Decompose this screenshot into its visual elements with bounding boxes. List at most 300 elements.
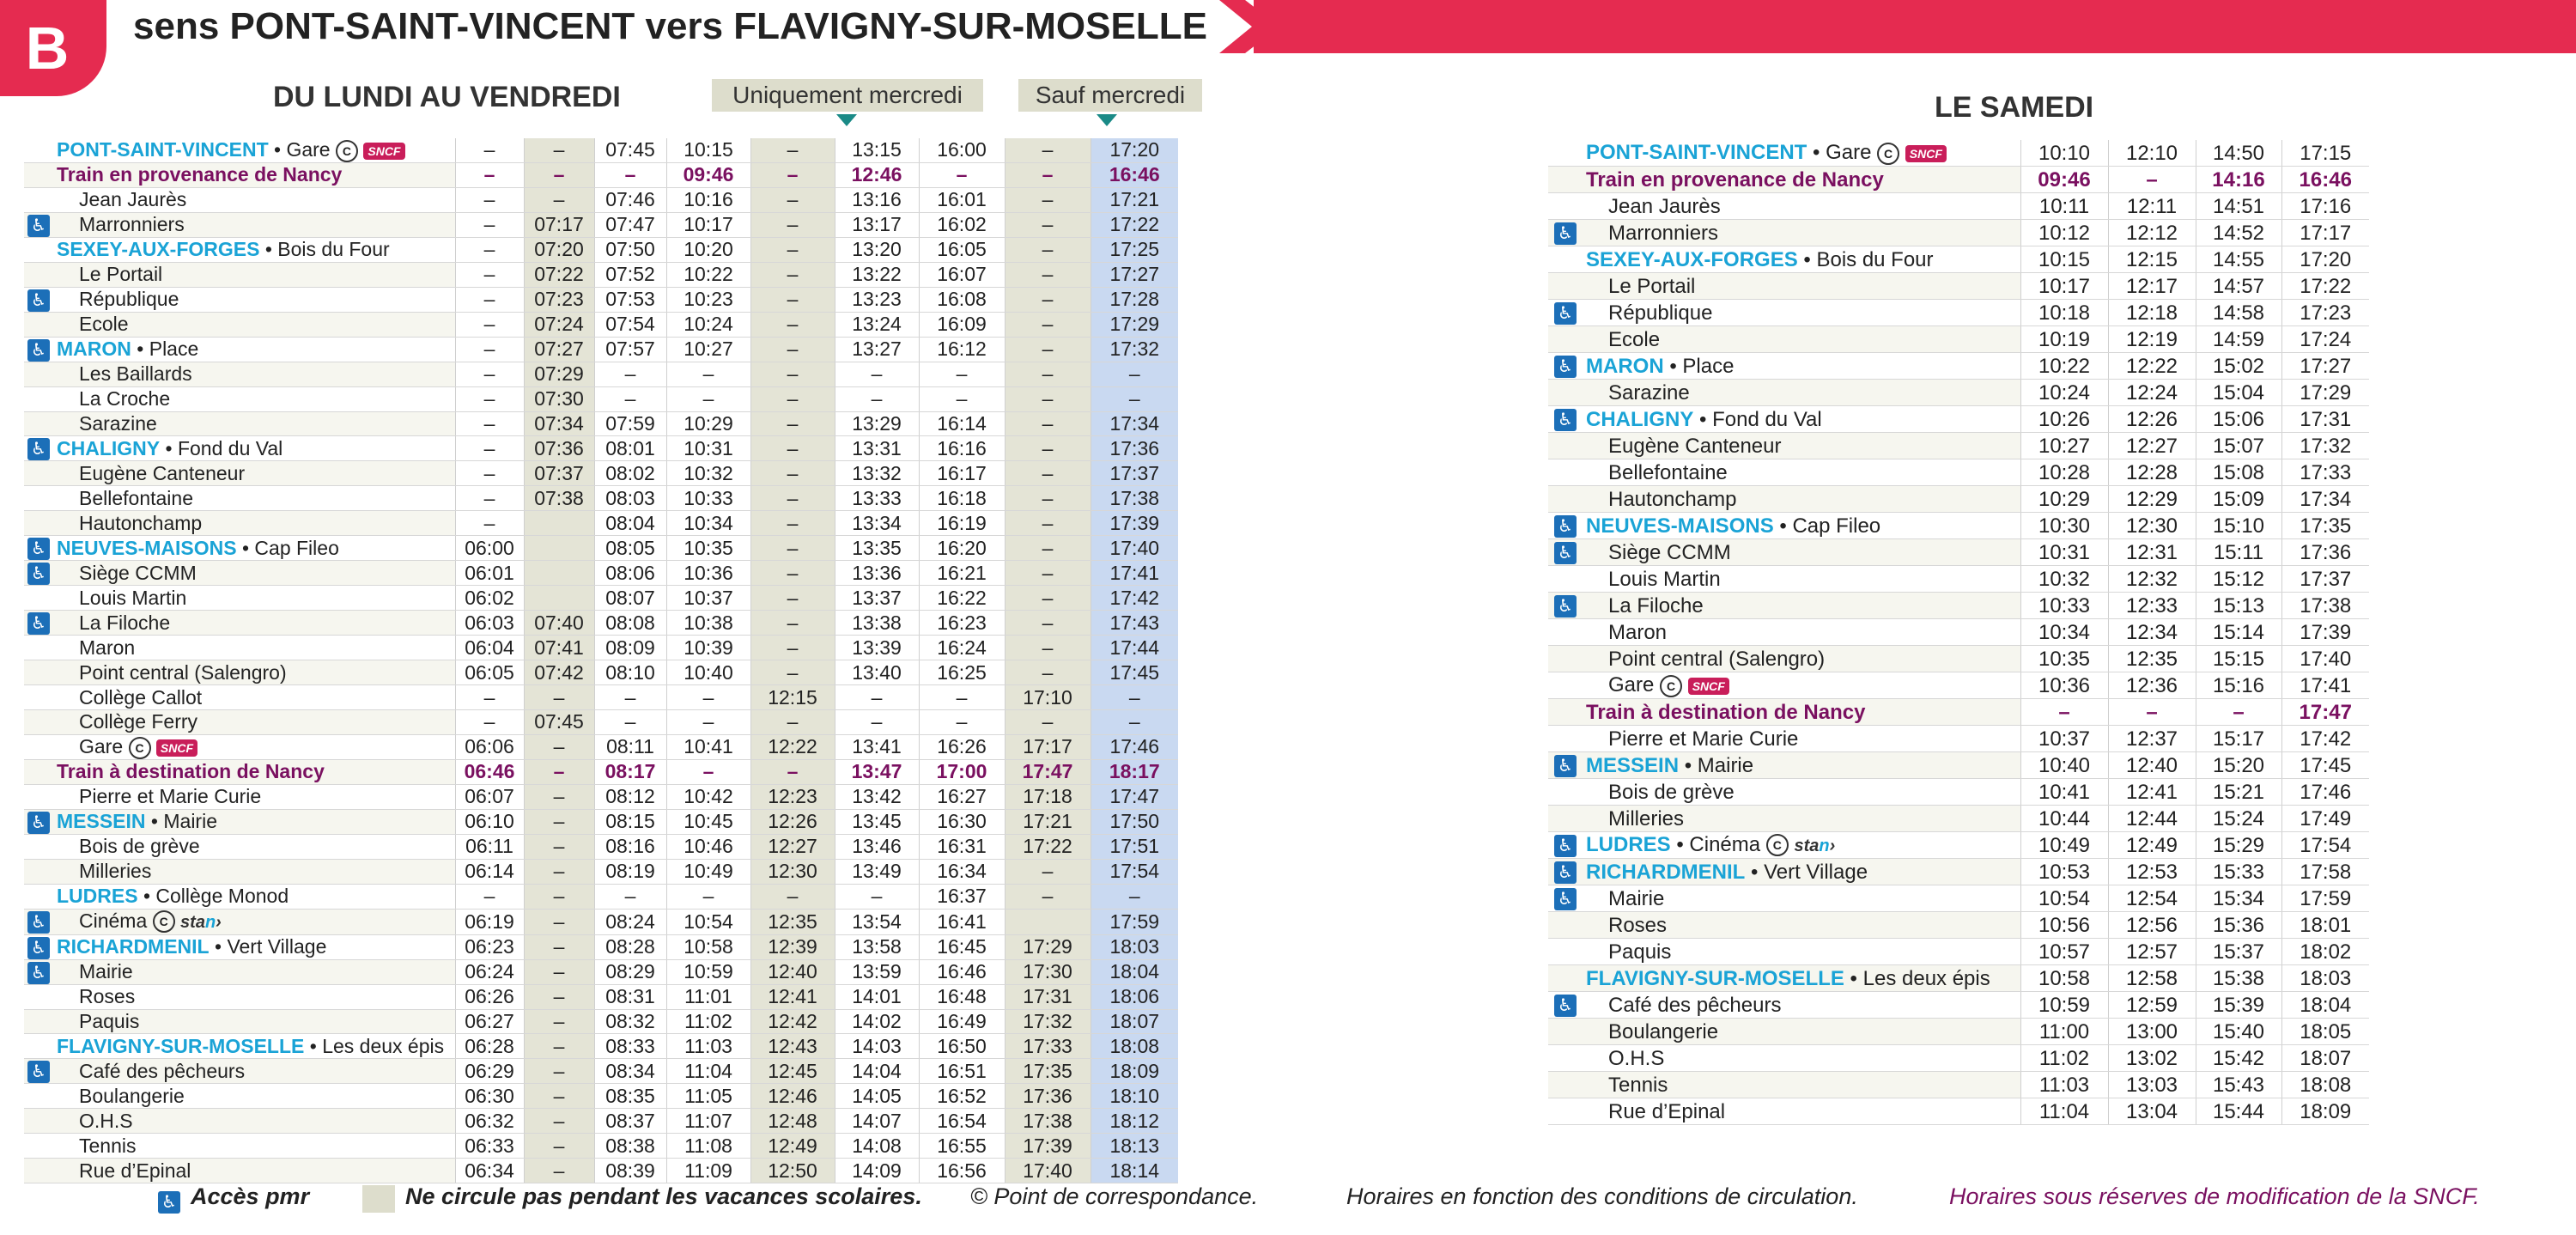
time-cell: 11:00 <box>2020 1019 2108 1045</box>
time-cell: 12:57 <box>2108 939 2196 965</box>
table-row <box>24 984 1178 1009</box>
time-cell: – <box>524 934 594 959</box>
stop-name-cell <box>1583 433 2020 459</box>
time-cell: 10:54 <box>2020 885 2108 912</box>
stop-name-cell <box>53 237 455 262</box>
stop-name-cell <box>53 1034 455 1059</box>
stop-name: Paquis <box>1608 940 1672 964</box>
accessibility-cell <box>24 759 53 784</box>
time-cell: 10:10 <box>2020 140 2108 167</box>
time-cell: 16:25 <box>919 660 1005 685</box>
time-cell: 10:30 <box>2020 513 2108 539</box>
time-cell: 13:47 <box>835 759 919 784</box>
time-cell: 08:15 <box>594 809 666 834</box>
time-cell: – <box>750 660 835 685</box>
time-cell: 16:46 <box>919 959 1005 984</box>
time-cell: – <box>1091 685 1178 710</box>
time-cell: – <box>455 212 524 237</box>
time-cell: 16:41 <box>919 909 1005 934</box>
table-row <box>24 486 1178 511</box>
time-cell: 15:08 <box>2196 459 2281 486</box>
stop-name: Jean Jaurès <box>1608 194 1721 218</box>
stop-name-cell <box>1583 699 2020 726</box>
time-cell: 11:09 <box>666 1159 750 1183</box>
time-cell: 10:37 <box>2020 726 2108 752</box>
time-cell: 15:07 <box>2196 433 2281 459</box>
stop-name-cell <box>53 436 455 461</box>
accessibility-cell <box>24 784 53 809</box>
stop-name-cell <box>1583 273 2020 300</box>
time-cell: 07:53 <box>594 287 666 312</box>
time-cell: 16:20 <box>919 536 1005 561</box>
table-row <box>24 511 1178 536</box>
stop-name: Roses <box>79 985 136 1008</box>
time-cell: 15:43 <box>2196 1072 2281 1098</box>
time-cell: – <box>1091 710 1178 735</box>
time-cell: 17:34 <box>2281 486 2369 513</box>
time-cell: 18:09 <box>2281 1098 2369 1125</box>
time-cell: 10:41 <box>2020 779 2108 806</box>
stop-name: Milleries <box>79 860 152 883</box>
stop-name-cell <box>53 561 455 586</box>
time-cell: – <box>524 1159 594 1183</box>
time-cell: 18:07 <box>2281 1045 2369 1072</box>
time-cell: 10:15 <box>666 138 750 162</box>
time-cell: – <box>666 362 750 386</box>
table-row <box>1548 646 2369 672</box>
time-cell: – <box>1005 212 1091 237</box>
accessibility-cell <box>24 959 53 984</box>
time-cell: 10:29 <box>2020 486 2108 513</box>
table-row <box>1548 593 2369 619</box>
correspondence-icon: C <box>336 140 358 162</box>
time-cell: 16:50 <box>919 1034 1005 1059</box>
time-cell: 14:59 <box>2196 326 2281 353</box>
stop-name-cell <box>1583 513 2020 539</box>
time-cell: 08:31 <box>594 984 666 1009</box>
time-cell: 16:17 <box>919 461 1005 486</box>
wheelchair-icon: ♿ <box>1554 515 1577 538</box>
time-cell: 13:20 <box>835 237 919 262</box>
stop-name: Jean Jaurès <box>79 188 187 211</box>
stop-name-cell <box>53 984 455 1009</box>
wheelchair-icon: ♿ <box>1554 409 1577 431</box>
accessibility-cell <box>1548 246 1583 273</box>
time-cell: 08:12 <box>594 784 666 809</box>
time-cell: 14:07 <box>835 1109 919 1134</box>
stop-name-cell <box>53 759 455 784</box>
stop-name-cell <box>1583 646 2020 672</box>
time-cell: 10:38 <box>666 611 750 636</box>
time-cell: 13:24 <box>835 312 919 337</box>
stop-name: Siège CCMM <box>1608 540 1731 564</box>
time-cell: 15:17 <box>2196 726 2281 752</box>
time-cell: 12:49 <box>2108 832 2196 859</box>
time-cell: 08:05 <box>594 536 666 561</box>
stop-name-cell <box>1583 300 2020 326</box>
time-cell: 10:58 <box>666 934 750 959</box>
time-cell: 15:11 <box>2196 539 2281 566</box>
time-cell: 12:37 <box>2108 726 2196 752</box>
stop-name: Gare <box>79 734 124 757</box>
time-cell: 17:54 <box>2281 832 2369 859</box>
time-cell: – <box>1005 859 1091 884</box>
time-cell: 09:46 <box>2020 167 2108 193</box>
stop-name-cell <box>1583 939 2020 965</box>
stop-name-cell <box>1583 140 2020 167</box>
time-cell: – <box>455 262 524 287</box>
legend-pmr: Accès pmr <box>191 1183 310 1209</box>
time-cell: 12:40 <box>750 959 835 984</box>
time-cell: 11:04 <box>2020 1098 2108 1125</box>
correspondence-icon: C <box>153 910 175 933</box>
accessibility-cell <box>24 884 53 909</box>
time-cell: 10:35 <box>2020 646 2108 672</box>
time-cell: 07:36 <box>524 436 594 461</box>
stop-name: La Filoche <box>79 611 171 634</box>
time-cell: 17:33 <box>1005 1034 1091 1059</box>
accessibility-cell <box>1548 406 1583 433</box>
time-cell: 10:31 <box>2020 539 2108 566</box>
wheelchair-icon: ♿ <box>1554 222 1577 245</box>
time-cell: 13:17 <box>835 212 919 237</box>
time-cell: 18:08 <box>1091 1034 1178 1059</box>
time-cell: 14:57 <box>2196 273 2281 300</box>
accessibility-cell <box>24 212 53 237</box>
time-cell: – <box>750 461 835 486</box>
table-row <box>1548 273 2369 300</box>
time-cell: 17:46 <box>1091 734 1178 759</box>
stop-name: FLAVIGNY-SUR-MOSELLE <box>57 1034 305 1057</box>
stop-detail: • Fond du Val <box>1693 407 1822 431</box>
time-cell: 13:42 <box>835 784 919 809</box>
stop-name-cell <box>1583 167 2020 193</box>
table-row <box>24 1009 1178 1034</box>
time-cell: 16:16 <box>919 436 1005 461</box>
accessibility-cell <box>24 1034 53 1059</box>
time-cell: 08:11 <box>594 734 666 759</box>
stop-detail: • Bois du Four <box>259 238 390 261</box>
table-row <box>24 1084 1178 1109</box>
time-cell: – <box>455 685 524 710</box>
time-cell: – <box>1005 586 1091 611</box>
accessibility-cell <box>1548 832 1583 859</box>
time-cell: 17:21 <box>1005 809 1091 834</box>
time-cell: 17:24 <box>2281 326 2369 353</box>
time-cell: 17:39 <box>1005 1134 1091 1159</box>
time-cell: – <box>1005 312 1091 337</box>
time-cell: – <box>524 909 594 934</box>
stop-name-cell <box>53 1009 455 1034</box>
time-cell: 12:48 <box>750 1109 835 1134</box>
time-cell: 08:03 <box>594 486 666 511</box>
accessibility-cell <box>24 536 53 561</box>
time-cell: 07:45 <box>594 138 666 162</box>
stop-name-cell <box>53 362 455 386</box>
time-cell: – <box>1005 486 1091 511</box>
time-cell: 09:46 <box>666 162 750 187</box>
accessibility-cell <box>24 859 53 884</box>
time-cell: 13:41 <box>835 734 919 759</box>
time-cell: 12:53 <box>2108 859 2196 885</box>
stop-name: Mairie <box>1608 886 1665 910</box>
saturday-section-label: LE SAMEDI <box>1935 91 2094 124</box>
time-cell: 08:07 <box>594 586 666 611</box>
time-cell: 17:22 <box>1091 212 1178 237</box>
stop-name-cell <box>53 312 455 337</box>
time-cell: 13:04 <box>2108 1098 2196 1125</box>
time-cell: 17:32 <box>2281 433 2369 459</box>
stop-name: CHALIGNY <box>1586 407 1694 431</box>
time-cell: 08:17 <box>594 759 666 784</box>
accessibility-cell <box>1548 273 1583 300</box>
time-cell: 17:36 <box>2281 539 2369 566</box>
time-cell: – <box>524 784 594 809</box>
table-row <box>1548 406 2369 433</box>
accessibility-cell <box>24 312 53 337</box>
time-cell: 15:04 <box>2196 380 2281 406</box>
time-cell: – <box>750 486 835 511</box>
wheelchair-icon: ♿ <box>1554 995 1577 1017</box>
stop-name-cell <box>53 959 455 984</box>
time-cell: 12:11 <box>2108 193 2196 220</box>
time-cell: 17:27 <box>2281 353 2369 380</box>
time-cell: 12:59 <box>2108 992 2196 1019</box>
stop-name: MESSEIN <box>1586 753 1680 777</box>
wheelchair-icon: ♿ <box>27 563 50 585</box>
time-cell: 16:46 <box>1091 162 1178 187</box>
time-cell: 10:11 <box>2020 193 2108 220</box>
time-cell: – <box>1005 636 1091 660</box>
time-cell: 12:35 <box>2108 646 2196 672</box>
time-cell: 08:29 <box>594 959 666 984</box>
time-cell: – <box>594 710 666 735</box>
time-cell: 15:06 <box>2196 406 2281 433</box>
table-row <box>24 1034 1178 1059</box>
time-cell: 17:40 <box>2281 646 2369 672</box>
time-cell: 06:07 <box>455 784 524 809</box>
accessibility-cell <box>24 1084 53 1109</box>
time-cell: 17:36 <box>1091 436 1178 461</box>
time-cell: – <box>594 685 666 710</box>
time-cell: 17:45 <box>2281 752 2369 779</box>
time-cell: 15:16 <box>2196 672 2281 699</box>
time-cell: 17:25 <box>1091 237 1178 262</box>
table-row <box>1548 912 2369 939</box>
table-row <box>24 685 1178 710</box>
time-cell: – <box>2108 167 2196 193</box>
stop-name-cell <box>1583 326 2020 353</box>
stop-name: Train à destination de Nancy <box>1586 700 1866 724</box>
time-cell: 13:49 <box>835 859 919 884</box>
stop-name-cell <box>53 660 455 685</box>
stop-name-cell <box>53 636 455 660</box>
time-cell: 07:52 <box>594 262 666 287</box>
time-cell: 07:47 <box>594 212 666 237</box>
accessibility-cell <box>24 237 53 262</box>
time-cell: 18:10 <box>1091 1084 1178 1109</box>
accessibility-cell <box>1548 380 1583 406</box>
accessibility-cell <box>24 734 53 759</box>
time-cell: 17:38 <box>2281 593 2369 619</box>
stop-name: Ecole <box>79 313 129 336</box>
time-cell: 07:24 <box>524 312 594 337</box>
stop-name: Marronniers <box>79 213 185 236</box>
stop-name: Les Baillards <box>79 362 192 386</box>
time-cell: 10:31 <box>666 436 750 461</box>
time-cell: 12:10 <box>2108 140 2196 167</box>
time-cell: – <box>2020 699 2108 726</box>
time-cell: 17:22 <box>2281 273 2369 300</box>
stop-name-cell <box>53 734 455 759</box>
stop-name-cell <box>1583 965 2020 992</box>
time-cell: 12:43 <box>750 1034 835 1059</box>
table-row <box>24 536 1178 561</box>
time-cell: 10:36 <box>2020 672 2108 699</box>
time-cell: – <box>524 884 594 909</box>
time-cell: 12:31 <box>2108 539 2196 566</box>
stop-name-cell <box>53 1109 455 1134</box>
time-cell: 15:10 <box>2196 513 2281 539</box>
time-cell: 08:28 <box>594 934 666 959</box>
wheelchair-icon: ♿ <box>27 962 50 984</box>
time-cell: 06:28 <box>455 1034 524 1059</box>
time-cell: 12:17 <box>2108 273 2196 300</box>
stop-name-cell <box>53 486 455 511</box>
time-cell: – <box>524 984 594 1009</box>
stop-name: Café des pêcheurs <box>79 1059 246 1082</box>
stop-detail: • Vert Village <box>209 935 327 958</box>
stop-name-cell <box>1583 1098 2020 1125</box>
time-cell: 06:05 <box>455 660 524 685</box>
line-badge: B <box>0 0 106 96</box>
accessibility-cell <box>1548 539 1583 566</box>
table-row <box>24 1059 1178 1084</box>
time-cell: 12:27 <box>750 834 835 859</box>
table-row <box>1548 752 2369 779</box>
time-cell: – <box>1005 287 1091 312</box>
stop-name-cell <box>53 1159 455 1183</box>
time-cell: 10:32 <box>2020 566 2108 593</box>
time-cell: 17:42 <box>1091 586 1178 611</box>
time-cell: 17:32 <box>1005 1009 1091 1034</box>
accessibility-cell <box>1548 646 1583 672</box>
accessibility-cell <box>24 187 53 212</box>
stop-name: Train en provenance de Nancy <box>57 163 343 186</box>
stop-name: Collège Ferry <box>79 710 198 733</box>
time-cell <box>524 586 594 611</box>
time-cell: 15:09 <box>2196 486 2281 513</box>
time-cell: 18:09 <box>1091 1059 1178 1084</box>
table-row <box>1548 1098 2369 1125</box>
stop-name: Sarazine <box>1608 380 1690 405</box>
time-cell: 12:19 <box>2108 326 2196 353</box>
time-cell: 12:45 <box>750 1059 835 1084</box>
table-row <box>24 859 1178 884</box>
time-cell: 06:06 <box>455 734 524 759</box>
time-cell: 16:23 <box>919 611 1005 636</box>
saturday-timetable <box>1548 140 2369 1125</box>
time-cell: 16:07 <box>919 262 1005 287</box>
table-row <box>1548 726 2369 752</box>
time-cell: – <box>2196 699 2281 726</box>
time-cell: 12:46 <box>835 162 919 187</box>
time-cell: – <box>919 386 1005 411</box>
time-cell: 17:41 <box>2281 672 2369 699</box>
time-cell: – <box>455 237 524 262</box>
time-cell: 12:22 <box>750 734 835 759</box>
time-cell: 10:24 <box>666 312 750 337</box>
time-cell: 10:44 <box>2020 806 2108 832</box>
stop-name: Boulangerie <box>1608 1019 1719 1043</box>
time-cell: 10:18 <box>2020 300 2108 326</box>
time-cell: 10:23 <box>666 287 750 312</box>
table-row <box>1548 779 2369 806</box>
time-cell: – <box>455 486 524 511</box>
time-cell: 12:29 <box>2108 486 2196 513</box>
accessibility-cell <box>24 636 53 660</box>
time-cell: 14:05 <box>835 1084 919 1109</box>
stop-name: Siège CCMM <box>79 561 197 584</box>
time-cell: – <box>750 436 835 461</box>
time-cell: 13:27 <box>835 337 919 362</box>
time-cell: – <box>835 362 919 386</box>
correspondence-icon: C <box>129 737 151 759</box>
time-cell: 07:59 <box>594 411 666 436</box>
time-cell: 12:49 <box>750 1134 835 1159</box>
accessibility-cell <box>24 436 53 461</box>
time-cell: 16:24 <box>919 636 1005 660</box>
time-cell: – <box>455 461 524 486</box>
accessibility-cell <box>1548 885 1583 912</box>
time-cell: 13:31 <box>835 436 919 461</box>
table-row <box>24 809 1178 834</box>
stop-name: Hautonchamp <box>1608 487 1737 511</box>
accessibility-cell <box>1548 752 1583 779</box>
time-cell: 17:16 <box>2281 193 2369 220</box>
legend-pmr-icon: ♿ <box>158 1187 180 1214</box>
time-cell: 16:54 <box>919 1109 1005 1134</box>
stop-name: Cinéma <box>79 909 148 932</box>
stop-name: NEUVES-MAISONS <box>1586 514 1774 538</box>
time-cell: 17:33 <box>2281 459 2369 486</box>
time-cell: – <box>1005 461 1091 486</box>
stop-name-cell <box>1583 220 2020 246</box>
time-cell: 07:17 <box>524 212 594 237</box>
time-cell: 18:07 <box>1091 1009 1178 1034</box>
time-cell: 16:27 <box>919 784 1005 809</box>
time-cell: 11:02 <box>666 1009 750 1034</box>
time-cell: 16:30 <box>919 809 1005 834</box>
time-cell: 12:24 <box>2108 380 2196 406</box>
time-cell: 10:46 <box>666 834 750 859</box>
time-cell: 08:37 <box>594 1109 666 1134</box>
table-row <box>1548 859 2369 885</box>
time-cell: – <box>524 685 594 710</box>
time-cell <box>524 536 594 561</box>
time-cell: 12:39 <box>750 934 835 959</box>
time-cell: 17:38 <box>1091 486 1178 511</box>
time-cell: – <box>1091 386 1178 411</box>
wheelchair-icon: ♿ <box>1554 302 1577 325</box>
stop-name: Tennis <box>1608 1073 1668 1097</box>
legend-shaded: Ne circule pas pendant les vacances scolaires. <box>405 1183 922 1209</box>
time-cell: – <box>455 287 524 312</box>
time-cell: 17:45 <box>1091 660 1178 685</box>
time-cell: 17:40 <box>1005 1159 1091 1183</box>
stop-detail: • Les deux épis <box>1844 966 1990 990</box>
stop-name: PONT-SAINT-VINCENT <box>1586 141 1807 165</box>
